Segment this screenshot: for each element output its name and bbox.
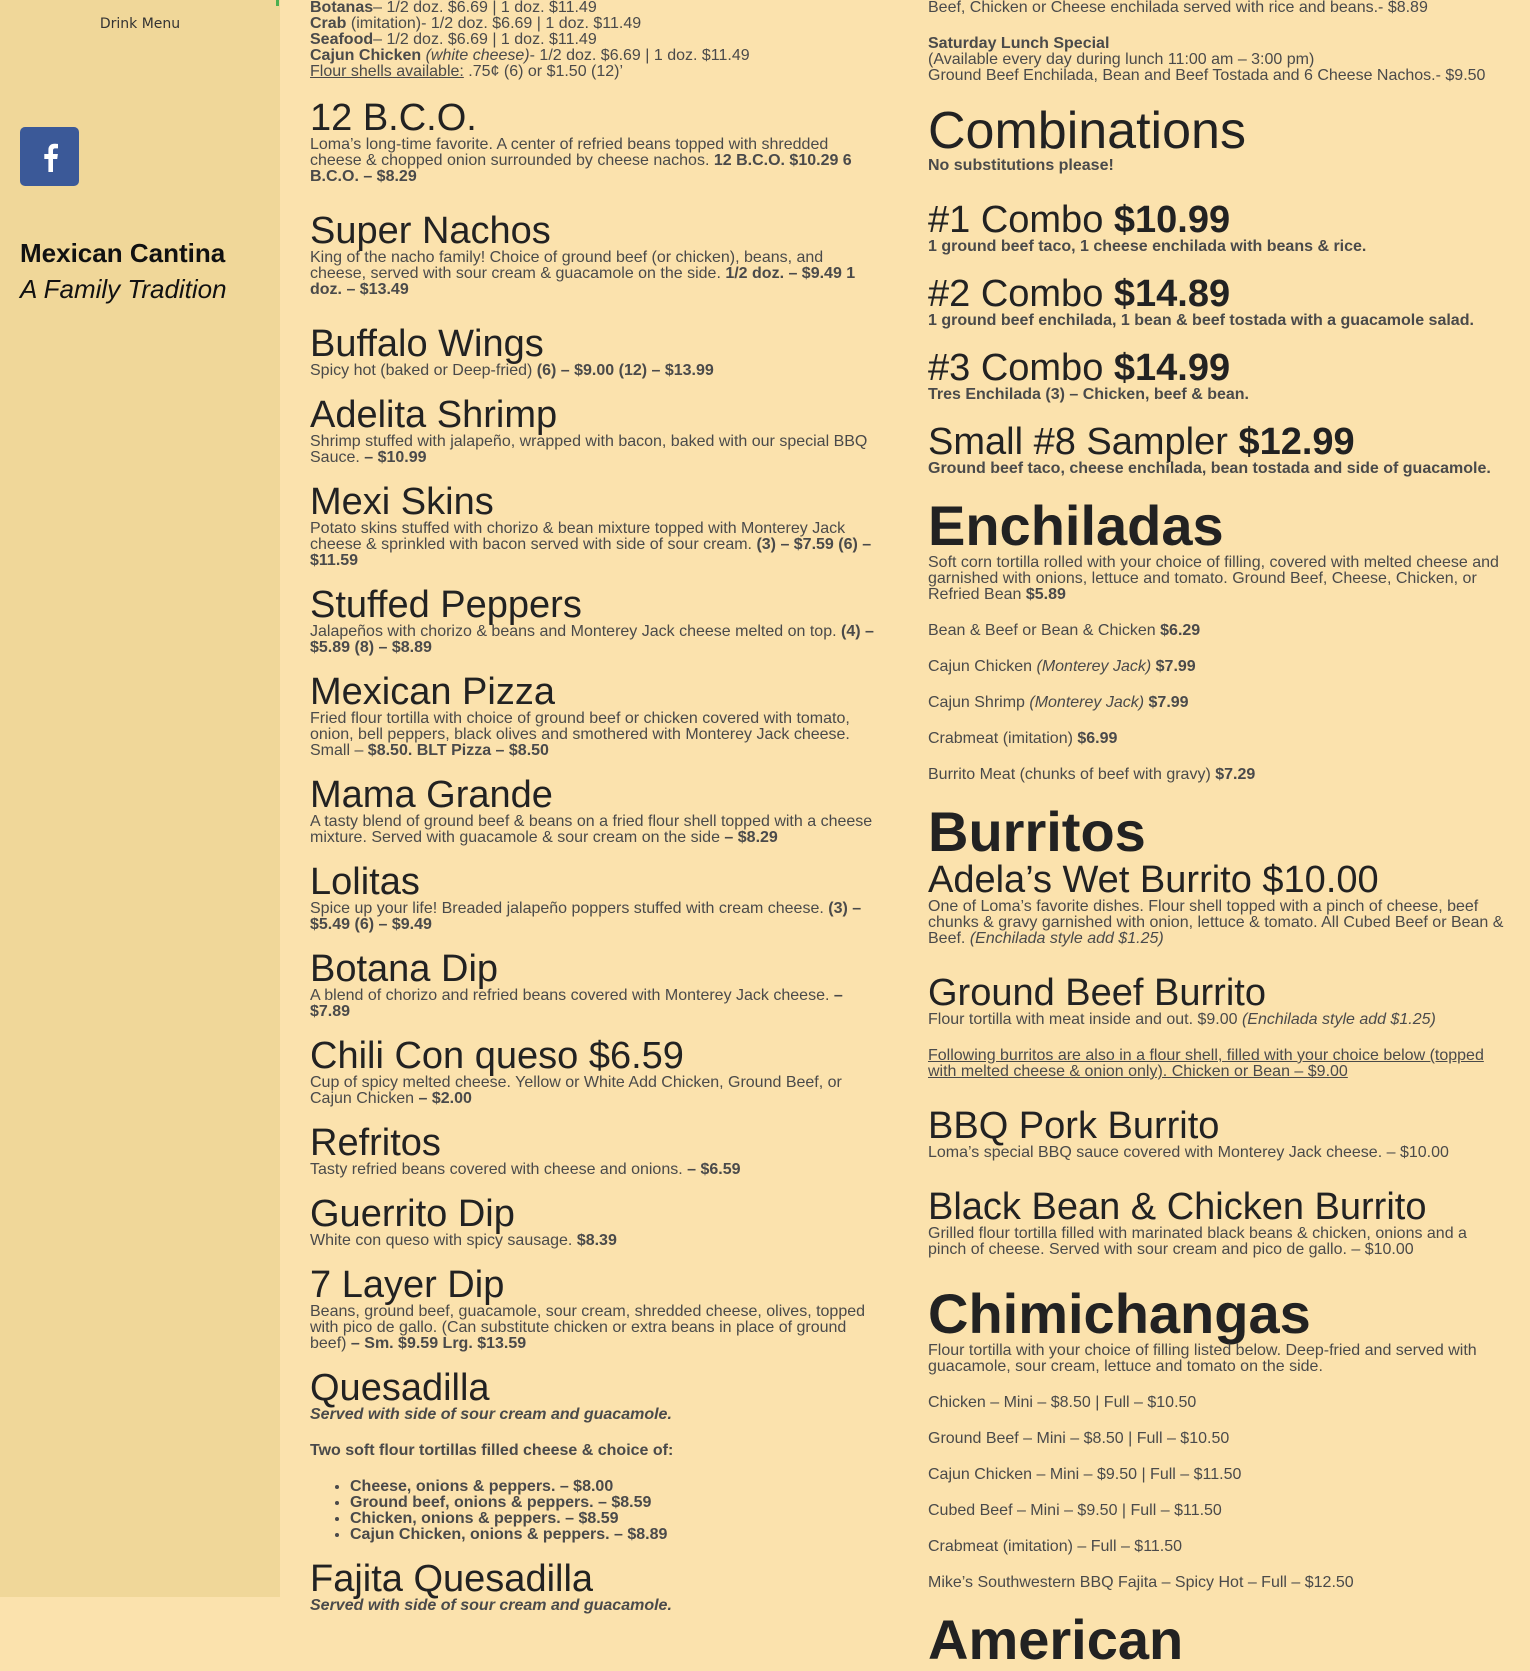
menu-item [310,863,875,933]
site-tagline: A Family Tradition [20,274,227,304]
item-description: Shrimp stuffed with jalapeño, wrapped with bacon, baked with our special BBQ Sauce. – $10.99 [310,433,868,466]
item-title: Black Bean & Chicken Burrito [928,1186,1427,1228]
item-description: Loma’s long-time favorite. A center of refried beans topped with shredded cheese & chopped onion surrounded by cheese nachos. 12 B.C.O. $10.29 6 B.C.O. – $8.29 [310,136,852,185]
enchilada-option: Cajun Shrimp (Monterey Jack) $7.99 [928,694,1189,711]
item-title: Mama Grande [310,774,553,816]
menu-item [310,586,875,656]
item-description: Loma’s special BBQ sauce covered with Monterey Jack cheese. – $10.00 [928,1144,1449,1161]
drink-menu-link[interactable]: Drink Menu [99,16,181,32]
item-title: Quesadilla [310,1367,490,1409]
saturday-special-text: Ground Beef Enchilada, Bean and Beef Tostada and 6 Cheese Nachos.- $9.50 [928,67,1486,84]
combo-description: Tres Enchilada (3) – Chicken, beef & bean. [928,386,1249,403]
combo-item [928,201,1508,255]
item-title: BBQ Pork Burrito [928,1105,1220,1147]
item-description: Two soft flour tortillas filled cheese & choice of: [310,1442,674,1459]
chimichanga-option: Chicken – Mini – $8.50 | Full – $10.50 [928,1394,1197,1411]
facebook-icon [40,142,60,172]
item-title: 7 Layer Dip [310,1264,505,1306]
quesadilla-options [310,1479,875,1543]
chimichanga-option: Cubed Beef – Mini – $9.50 | Full – $11.50 [928,1502,1222,1519]
price-line-crab: Crab (imitation)- 1/2 doz. $6.69 | 1 doz. $11.49 [310,15,642,32]
item-description: Beans, ground beef, guacamole, sour cream, shredded cheese, olives, topped with pico de gallo. (Can substitute chicken or extra beans in place of ground beef) – Sm. $9.59 Lrg. $13.59 [310,1303,866,1352]
chimichangas-heading: Chimichangas [928,1282,1311,1345]
list-item: • Cajun Chicken, onions & peppers. – $8.89 [350,1527,875,1543]
menu-item [310,673,875,759]
item-description: A tasty blend of ground beef & beans on a fried flour shell topped with a cheese mixture. Served with guacamole & sour cream on the side – $8.29 [310,813,873,846]
item-description: King of the nacho family! Choice of ground beef (or chicken), beans, and cheese, served with sour cream & guacamole on the side. 1/2 doz. – $9.49 1 doz. – $13.49 [310,249,856,298]
quesadilla-section [310,1369,875,1543]
item-title: Adelita Shrimp [310,394,558,436]
price-line-cajun-chicken: Cajun Chicken (white cheese)- 1/2 doz. $6.69 | 1 doz. $11.49 [310,47,750,64]
enchilada-plate-line: Beef, Chicken or Cheese enchilada served with rice and beans.- $8.89 [928,0,1428,16]
chimichangas-description: Flour tortilla with your choice of filling listed below. Deep-fried and served with guacamole, sour cream, lettuce and tomato on the side. [928,1342,1477,1375]
item-description: Potato skins stuffed with chorizo & bean mixture topped with Monterey Jack cheese & sprinkled with bacon served with side of sour cream. (3) – $7.59 (6) – $11.59 [310,520,872,569]
combinations-heading: Combinations [928,102,1246,160]
menu-item [310,396,875,466]
american-heading: American [928,1608,1184,1671]
facebook-button[interactable] [20,127,79,186]
item-title: Stuffed Peppers [310,584,582,626]
combo-title: #2 Combo $14.89 [928,273,1231,315]
item-description: A blend of chorizo and refried beans covered with Monterey Jack cheese. – $7.89 [310,987,843,1020]
combo-item [928,423,1508,477]
enchilada-option: Crabmeat (imitation) $6.99 [928,730,1118,747]
combo-title: #3 Combo $14.99 [928,347,1231,389]
price-line-botanas: Botanas– 1/2 doz. $6.69 | 1 doz. $11.49 [310,0,597,16]
accent-line [276,0,279,6]
item-description: Cup of spicy melted cheese. Yellow or White Add Chicken, Ground Beef, or Cajun Chicken – $2.00 [310,1074,842,1107]
item-title: Guerrito Dip [310,1193,515,1235]
item-title: Super Nachos [310,210,551,252]
enchilada-option: Burrito Meat (chunks of beef with gravy) $7.29 [928,766,1256,783]
enchiladas-description: Soft corn tortilla rolled with your choice of filling, covered with melted cheese and garnished with onions, lettuce and tomato. Ground Beef, Cheese, Chicken, or Refried Bean $5.89 [928,554,1499,603]
item-description: Fried flour tortilla with choice of ground beef or chicken covered with tomato, onion, bell peppers, black olives and smothered with Monterey Jack cheese. Small – $8.50. BLT Pizza – $8.50 [310,710,850,759]
combo-title: Small #8 Sampler $12.99 [928,421,1355,463]
item-title: Mexican Pizza [310,671,555,713]
item-title: Lolitas [310,861,420,903]
menu-item [310,1266,875,1352]
item-title: Ground Beef Burrito [928,972,1266,1014]
site-title: Mexican Cantina [20,238,226,268]
combo-item [928,275,1508,329]
burrito-filling-note: Following burritos are also in a flour shell, filled with your choice below (topped with melted cheese & onion only). Chicken or Bean – $9.00 [928,1047,1484,1080]
item-description: Tasty refried beans covered with cheese and onions. – $6.59 [310,1161,741,1178]
saturday-special-hours: (Available every day during lunch 11:00 am – 3:00 pm) [928,51,1315,68]
price-line-seafood: Seafood– 1/2 doz. $6.69 | 1 doz. $11.49 [310,31,597,48]
menu-item [310,1124,875,1178]
item-description: One of Loma’s favorite dishes. Flour shell topped with a pinch of cheese, beef chunks & gravy garnished with onion, lettuce & tomato. All Cubed Beef or Bean & Beef. (Enchilada style add $1.25) [928,898,1504,947]
enchilada-option: Bean & Beef or Bean & Chicken $6.29 [928,622,1201,639]
item-note: Served with side of sour cream and guacamole. [310,1406,672,1423]
sidebar [0,0,280,1597]
menu-item [310,1037,875,1107]
menu-item [310,950,875,1020]
menu-item [310,483,875,569]
item-description: Jalapeños with chorizo & beans and Monterey Jack cheese melted on top. (4) – $5.89 (8) – $8.89 [310,623,874,656]
item-title: Fajita Quesadilla [310,1558,594,1600]
enchiladas-heading: Enchiladas [928,494,1224,557]
menu-item [310,325,875,379]
item-title: Adela’s Wet Burrito $10.00 [928,859,1379,901]
item-description: Grilled flour tortilla filled with marinated black beans & chicken, onions and a pinch of cheese. Served with sour cream and pico de gallo. – $10.00 [928,1225,1467,1258]
chimichanga-option: Ground Beef – Mini – $8.50 | Full – $10.50 [928,1430,1230,1447]
menu-item [310,1195,875,1249]
combo-description: 1 ground beef enchilada, 1 bean & beef tostada with a guacamole salad. [928,312,1474,329]
item-title: Chili Con queso $6.59 [310,1035,684,1077]
item-title: Mexi Skins [310,481,494,523]
item-description: White con queso with spicy sausage. $8.39 [310,1232,617,1249]
combo-description: 1 ground beef taco, 1 cheese enchilada with beans & rice. [928,238,1367,255]
list-item: • Chicken, onions & peppers. – $8.59 [350,1511,875,1527]
list-item: • Cheese, onions & peppers. – $8.00 [350,1479,875,1495]
burritos-heading: Burritos [928,800,1146,863]
item-description: Spice up your life! Breaded jalapeño poppers stuffed with cream cheese. (3) – $5.49 (6) – $9.49 [310,900,862,933]
chimichanga-option: Cajun Chicken – Mini – $9.50 | Full – $11.50 [928,1466,1242,1483]
menu-column-left [310,0,875,1614]
chimichanga-option: Mike’s Southwestern BBQ Fajita – Spicy Hot – Full – $12.50 [928,1574,1354,1591]
combinations-note: No substitutions please! [928,157,1114,174]
saturday-special-title: Saturday Lunch Special [928,35,1110,52]
item-description: Flour tortilla with meat inside and out. $9.00 (Enchilada style add $1.25) [928,1011,1436,1028]
item-title: Botana Dip [310,948,499,990]
item-title: Buffalo Wings [310,323,544,365]
flour-shells-line: Flour shells available: .75¢ (6) or $1.50 (12)’ [310,63,624,80]
menu-item [310,212,875,298]
item-note: Served with side of sour cream and guacamole. [310,1597,672,1614]
item-title: 12 B.C.O. [310,97,477,139]
fajita-quesadilla-section [310,1560,875,1614]
list-item: • Ground beef, onions & peppers. – $8.59 [350,1495,875,1511]
menu-item [310,99,875,185]
menu-column-right [928,0,1508,1669]
menu-item [310,776,875,846]
combo-description: Ground beef taco, cheese enchilada, bean tostada and side of guacamole. [928,460,1491,477]
combo-title: #1 Combo $10.99 [928,199,1231,241]
chimichanga-option: Crabmeat (imitation) – Full – $11.50 [928,1538,1183,1555]
combo-item [928,349,1508,403]
item-title: Refritos [310,1122,441,1164]
enchilada-option: Cajun Chicken (Monterey Jack) $7.99 [928,658,1196,675]
item-description: Spicy hot (baked or Deep-fried) (6) – $9.00 (12) – $13.99 [310,362,714,379]
